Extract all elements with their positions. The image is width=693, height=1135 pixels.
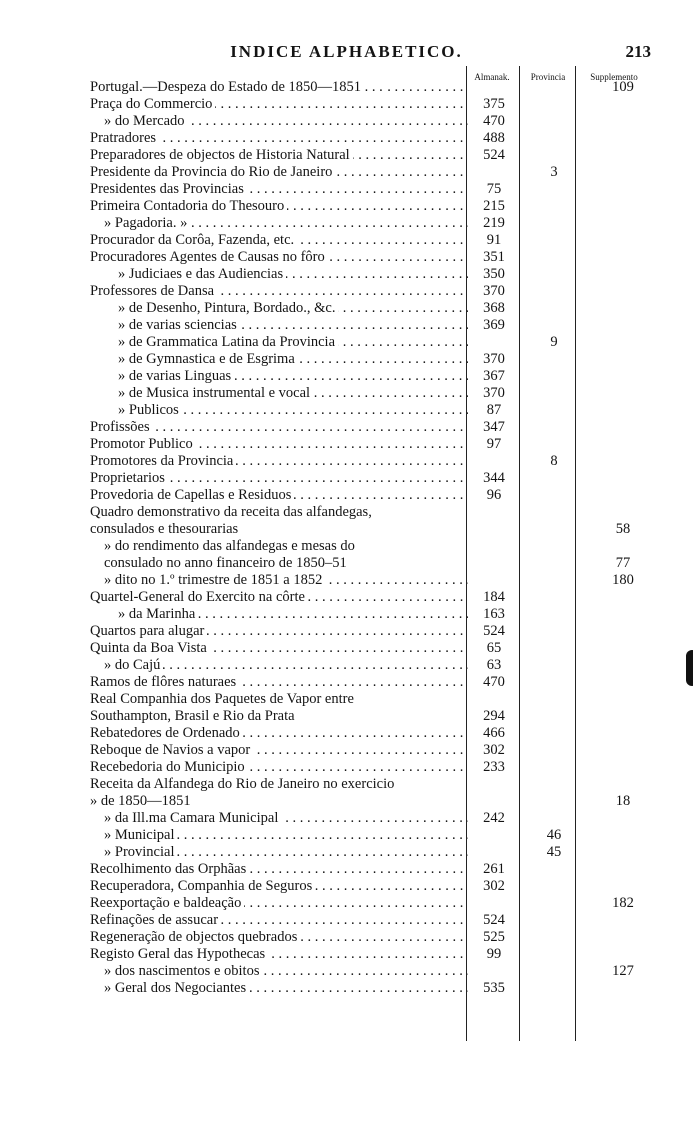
entry-label: Preparadores de objectos de Historia Natural [90, 147, 353, 163]
almanak-page: 367 [483, 368, 505, 384]
entry-text [90, 147, 468, 164]
almanak-page: 233 [483, 759, 505, 775]
entry-label: Presidente da Provincia do Rio de Janeiro [90, 164, 335, 180]
index-entry [90, 351, 690, 368]
almanak-page: 524 [483, 623, 505, 639]
index-entry [90, 130, 690, 147]
index-entry [90, 691, 690, 725]
index-entry [90, 198, 690, 215]
index-entry [90, 249, 690, 266]
almanak-page: 242 [483, 810, 505, 826]
almanak-page: 344 [483, 470, 505, 486]
entry-label: » de Musica instrumental e vocal [118, 385, 313, 401]
entry-label: Quartel-General do Exercito na côrte [90, 589, 308, 605]
almanak-page: 261 [483, 861, 505, 877]
index-entry [90, 725, 690, 742]
index-entry [90, 317, 690, 334]
index-entry [90, 759, 690, 776]
entry-label: » Geral dos Negociantes [104, 980, 249, 996]
entry-text [90, 419, 468, 436]
entry-text [90, 96, 468, 113]
index-entry [90, 79, 690, 96]
index-entry [90, 742, 690, 759]
almanak-page: 302 [483, 742, 505, 758]
index-entry [90, 385, 690, 402]
entry-label: Ramos de flôres naturaes [90, 674, 239, 690]
entry-text [90, 283, 468, 300]
entry-text [90, 181, 468, 198]
index-entry [90, 963, 690, 980]
almanak-page: 370 [483, 385, 505, 401]
almanak-page: 75 [486, 181, 502, 197]
entry-text [90, 623, 468, 640]
almanak-page: 87 [486, 402, 502, 418]
almanak-page: 369 [483, 317, 505, 333]
provincia-page: 8 [550, 453, 558, 469]
almanak-page: 163 [483, 606, 505, 622]
provincia-page: 3 [550, 164, 558, 180]
entry-text [90, 487, 468, 504]
entry-label: Profissões [90, 419, 153, 435]
almanak-page: 294 [483, 708, 505, 724]
index-entry [90, 912, 690, 929]
almanak-page: 219 [483, 215, 505, 231]
almanak-page: 535 [483, 980, 505, 996]
entry-text [90, 946, 468, 963]
index-entry [90, 164, 690, 181]
entry-label: » Judiciaes e das Audiencias [118, 266, 286, 282]
index-entry [90, 946, 690, 963]
entry-label: Quadro demonstrativo da receita das alfandegas, [90, 504, 375, 520]
entry-text [118, 266, 468, 283]
entry-text [90, 912, 468, 929]
index-entry [90, 827, 690, 844]
entry-text [90, 691, 468, 708]
almanak-page: 96 [486, 487, 502, 503]
entry-label: Quartos para alugar [90, 623, 207, 639]
entry-text [90, 878, 468, 895]
entry-label: » da Ill.ma Camara Municipal [104, 810, 281, 826]
almanak-page: 524 [483, 147, 505, 163]
entry-text [118, 317, 468, 334]
entry-label: Refinações de assucar [90, 912, 221, 928]
entry-text [90, 504, 468, 521]
almanak-page: 470 [483, 674, 505, 690]
entry-text [104, 980, 468, 997]
entry-label: » Pagadoria. » [104, 215, 190, 231]
index-entry [90, 215, 690, 232]
entry-text [90, 164, 468, 181]
supplemento-page: 182 [612, 895, 634, 911]
index-entry [90, 453, 690, 470]
entry-text [90, 453, 468, 470]
entry-label: Promotores da Provincia [90, 453, 236, 469]
almanak-page: 215 [483, 198, 505, 214]
almanak-page: 350 [483, 266, 505, 282]
index-entry [90, 487, 690, 504]
entry-text [90, 79, 468, 96]
almanak-page: 91 [486, 232, 502, 248]
entry-text [90, 436, 468, 453]
index-entry [90, 283, 690, 300]
entry-label: Proprietarios [90, 470, 168, 486]
provincia-page: 9 [550, 334, 558, 350]
entry-label: » Provincial [104, 844, 177, 860]
entry-label: Recolhimento das Orphãas [90, 861, 249, 877]
index-entry [90, 147, 690, 164]
almanak-page: 525 [483, 929, 505, 945]
almanak-page: 470 [483, 113, 505, 129]
index-entry [90, 334, 690, 351]
entry-label: Promotor Publico [90, 436, 196, 452]
index-entry [90, 232, 690, 249]
entry-text [104, 657, 468, 674]
entry-label: » dito no 1.º trimestre de 1851 a 1852 [104, 572, 325, 588]
index-entry [90, 776, 690, 810]
index-entry [90, 844, 690, 861]
index-entry [90, 538, 690, 572]
entry-text [90, 759, 468, 776]
index-entry [90, 895, 690, 912]
entry-text [90, 470, 468, 487]
entry-text [104, 572, 468, 589]
almanak-page: 184 [483, 589, 505, 605]
index-entry [90, 419, 690, 436]
column-header-almanak: Almanak. [474, 72, 510, 82]
entry-text [118, 368, 468, 385]
entry-label: Registo Geral das Hypothecas [90, 946, 268, 962]
entry-text [90, 929, 468, 946]
entry-label: Real Companhia dos Paquetes de Vapor entre [90, 691, 357, 707]
entry-text [90, 861, 468, 878]
almanak-page: 524 [483, 912, 505, 928]
index-entry [90, 181, 690, 198]
index-entry [90, 96, 690, 113]
index-entry [90, 623, 690, 640]
entry-text [90, 198, 468, 215]
almanak-page: 370 [483, 283, 505, 299]
entry-text [90, 674, 468, 691]
entry-label: » do Cajú [104, 657, 163, 673]
almanak-page: 63 [486, 657, 502, 673]
index-entry [90, 640, 690, 657]
supplemento-page: 58 [615, 521, 631, 537]
column-header-supplemento: Supplemento [590, 72, 638, 82]
entry-text [118, 334, 468, 351]
index-entry [90, 300, 690, 317]
index-entry [90, 504, 690, 538]
page-edge-mark [686, 650, 693, 686]
almanak-page: 347 [483, 419, 505, 435]
entry-label: Reexportação e baldeação [90, 895, 244, 911]
index-entry [90, 113, 690, 130]
entry-label: Praça do Commercio [90, 96, 215, 112]
index-entry [90, 606, 690, 623]
entry-text [104, 844, 468, 861]
almanak-page: 97 [486, 436, 502, 452]
entry-label: » Publicos [118, 402, 182, 418]
index-entry [90, 861, 690, 878]
entry-continuation: Southampton, Brasil e Rio da Prata [90, 708, 295, 724]
entry-continuation: consulados e thesourarias [90, 521, 239, 537]
index-entry [90, 589, 690, 606]
entry-label: » de Gymnastica e de Esgrima [118, 351, 298, 367]
entry-text [90, 589, 468, 606]
index-entry [90, 436, 690, 453]
supplemento-page: 109 [612, 79, 634, 95]
almanak-page: 370 [483, 351, 505, 367]
entry-text [90, 742, 468, 759]
entry-label: Receita da Alfandega do Rio de Janeiro no exercicio [90, 776, 397, 792]
supplemento-page: 180 [612, 572, 634, 588]
entry-text [104, 963, 468, 980]
entry-text [90, 640, 468, 657]
index-entry [90, 980, 690, 997]
entry-label: Rebatedores de Ordenado [90, 725, 243, 741]
index-entry [90, 810, 690, 827]
entry-label: Recebedoria do Municipio [90, 759, 248, 775]
entry-text [104, 810, 468, 827]
almanak-page: 375 [483, 96, 505, 112]
entry-label: » do rendimento das alfandegas e mesas do [104, 538, 358, 554]
entry-label: » de Grammatica Latina da Provincia [118, 334, 338, 350]
index-entry [90, 929, 690, 946]
entry-label: Professores de Dansa [90, 283, 217, 299]
entry-text [90, 249, 468, 266]
column-header-provincia: Provincia [530, 72, 566, 82]
entry-continuation: consulado no anno financeiro de 1850–51 [104, 555, 347, 571]
entry-label: » Municipal [104, 827, 177, 843]
entry-label: Procurador da Corôa, Fazenda, etc. [90, 232, 297, 248]
supplemento-page: 18 [615, 793, 631, 809]
entry-text [118, 402, 468, 419]
page-number: 213 [625, 42, 651, 61]
entry-label: Presidentes das Provincias [90, 181, 247, 197]
index-entries [90, 79, 690, 997]
entry-text [90, 895, 468, 912]
index-entry [90, 657, 690, 674]
entry-label: Pratradores [90, 130, 159, 146]
index-entry [90, 470, 690, 487]
almanak-page: 99 [486, 946, 502, 962]
entry-label: Quinta da Boa Vista [90, 640, 210, 656]
page-title: INDICE ALPHABETICO. [230, 42, 463, 61]
entry-label: » do Mercado [104, 113, 188, 129]
entry-label: Portugal.—Despeza do Estado de 1850—1851 . . . [90, 79, 386, 95]
entry-text [104, 538, 468, 555]
almanak-page: 351 [483, 249, 505, 265]
entry-text [118, 606, 468, 623]
index-entry [90, 572, 690, 589]
entry-label: Recuperadora, Companhia de Seguros [90, 878, 315, 894]
provincia-page: 45 [546, 844, 562, 860]
entry-text [104, 113, 468, 130]
entry-text [90, 776, 468, 793]
index-entry [90, 368, 690, 385]
supplemento-page: 77 [615, 555, 631, 571]
index-entry [90, 674, 690, 691]
entry-text [90, 130, 468, 147]
entry-text [90, 725, 468, 742]
supplemento-page: 127 [612, 963, 634, 979]
entry-label: » dos nascimentos e obitos [104, 963, 262, 979]
entry-label: Reboque de Navios a vapor [90, 742, 253, 758]
entry-label: » de varias Linguas [118, 368, 234, 384]
almanak-page: 488 [483, 130, 505, 146]
entry-label: » de varias sciencias [118, 317, 240, 333]
index-entry [90, 402, 690, 419]
entry-label: » da Marinha [118, 606, 198, 622]
entry-label: » de Desenho, Pintura, Bordado., &c. [118, 300, 338, 316]
entry-label: Procuradores Agentes de Causas no fôro [90, 249, 328, 265]
entry-continuation: » de 1850—1851 [90, 793, 191, 809]
index-entry [90, 878, 690, 895]
almanak-page: 466 [483, 725, 505, 741]
provincia-page: 46 [546, 827, 562, 843]
entry-label: Primeira Contadoria do Thesouro [90, 198, 287, 214]
index-entry [90, 266, 690, 283]
entry-text [118, 385, 468, 402]
entry-text [104, 215, 468, 232]
entry-text [104, 827, 468, 844]
entry-text [118, 300, 468, 317]
entry-label: Regeneração de objectos quebrados [90, 929, 300, 945]
almanak-page: 302 [483, 878, 505, 894]
entry-text [118, 351, 468, 368]
almanak-page: 368 [483, 300, 505, 316]
almanak-page: 65 [486, 640, 502, 656]
entry-text [90, 232, 468, 249]
entry-label: Provedoria de Capellas e Residuos [90, 487, 294, 503]
